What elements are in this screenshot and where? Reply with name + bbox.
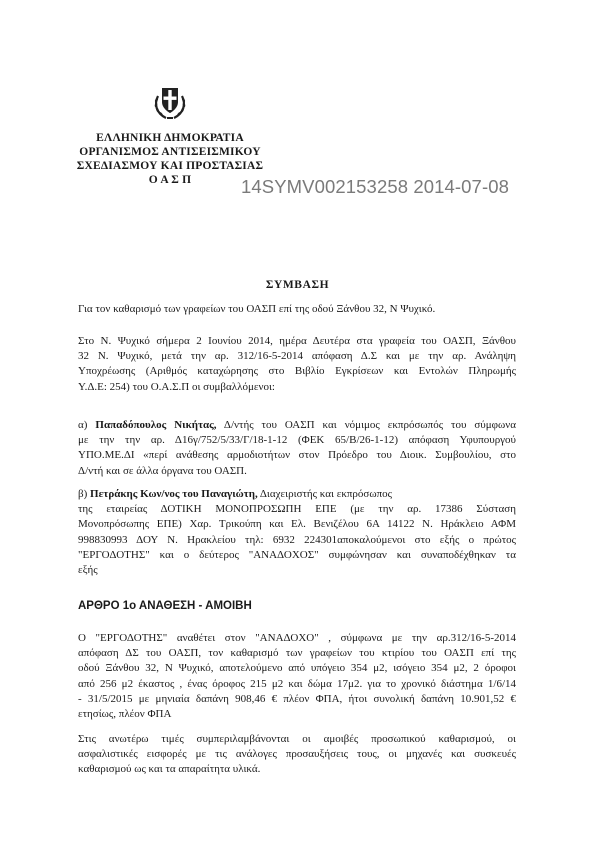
article-1-heading: ΑΡΘΡΟ 1ο ΑΝΑΘΕΣΗ - ΑΜΟΙΒΗ bbox=[78, 600, 252, 612]
party-a-paragraph bbox=[78, 418, 516, 479]
party-b-line: "ΕΡΓΟΔΟΤΗΣ" και ο δεύτερος "ΑΝΑΔΟΧΟΣ" συμφώνησαν και συναποδέχθηκαν τα bbox=[78, 548, 516, 561]
article-1-line: Στις ανωτέρω τιμές συμπεριλαμβάνονται οι αμοιβές προσωπικού καθαρισμού, οι bbox=[78, 733, 516, 745]
party-b-line: εξής bbox=[78, 564, 98, 577]
intro-paragraph: Για τον καθαρισμό των γραφείων του ΟΑΣΠ επί της οδού Ξάνθου 32, Ν Ψυχικό. bbox=[78, 303, 436, 315]
party-a-prefix: α) bbox=[78, 419, 96, 431]
contracting-line: Υ.Δ.Ε: 254) του Ο.Α.Σ.Π οι συμβαλλόμενοι: bbox=[78, 380, 275, 393]
contracting-line: Στο Ν. Ψυχικό σήμερα 2 Ιουνίου 2014, ημέρα Δευτέρα στα γραφεία του ΟΑΣΠ, Ξάνθου bbox=[78, 335, 516, 347]
party-b-line: της εταιρείας ΔΟΤΙΚΗ ΜΟΝΟΠΡΟΣΩΠΗ ΕΠΕ (με την αρ. 17386 Σύσταση bbox=[78, 503, 516, 516]
party-b-name: Πετράκης Κων/νος του Παναγιώτη, bbox=[90, 488, 258, 500]
ada-number: 14SYMV002153258 2014-07-08 bbox=[241, 176, 509, 197]
party-b-paragraph bbox=[78, 487, 516, 578]
party-a-line: με την την αρ. Δ16γ/752/5/33/Γ/18-1-12 (ΦΕΚ 65/Β/26-1-12) απόφαση Υφυπουργού bbox=[78, 434, 516, 447]
greek-state-emblem-icon bbox=[150, 82, 190, 122]
party-a-name: Παπαδόπουλος Νικήτας, bbox=[95, 419, 217, 431]
article-1-line: καθαρισμού ως και τα απαραίτητα υλικά. bbox=[78, 763, 261, 776]
contracting-line: Υποχρέωσης (Αριθμός καταχώρησης στο Βιβλίο Εγκρίσεων και Εντολών Πληρωμής bbox=[78, 365, 516, 378]
article-1-line: απόφαση ΔΣ του ΟΑΣΠ, τον καθαρισμό των γραφείων του κτιρίου του ΟΑΣΠ επί της bbox=[78, 647, 516, 660]
article-1-line: από 256 μ2 έκαστος , ένας όροφος 215 μ2 και δώμα 17μ2. για το χρονικό διάστημα 1/6/14 bbox=[78, 677, 516, 690]
contracting-paragraph bbox=[78, 334, 516, 395]
article-1-line: - 31/5/2015 με μηνιαία δαπάνη 908,46 € πλέον ΦΠΑ, ήτοι συνολική δαπάνη 10.901,52 € bbox=[78, 692, 516, 705]
article-1-line: οδού Ξάνθου 32, Ν Ψυχικό, αποτελούμενο από υπόγειο 354 μ2, ισόγειο 354 μ2, 2 όροφοι bbox=[78, 662, 516, 675]
article-1-line: ετησίως, πλέον ΦΠΑ bbox=[78, 708, 172, 721]
party-a-role: Δ/ντής του ΟΑΣΠ και νόμιμος εκπρόσωπός του σύμφωνα bbox=[216, 419, 516, 431]
header-line-organization-2: ΣΧΕΔΙΑΣΜΟΥ ΚΑΙ ΠΡΟΣΤΑΣΙΑΣ bbox=[76, 160, 264, 172]
header-line-republic: ΕΛΛΗΝΙΚΗ ΔΗΜΟΚΡΑΤΙΑ bbox=[96, 132, 244, 144]
party-a-line: ΥΠΟ.ΜΕ.ΔΙ «περί ανάθεσης αρμοδιοτήτων στον Πρόεδρο του Διοικ. Συμβουλίου, στο bbox=[78, 449, 516, 462]
header-line-organization: ΟΡΓΑΝΙΣΜΟΣ ΑΝΤΙΣΕΙΣΜΙΚΟΥ bbox=[79, 146, 261, 158]
party-b-line: Μονοπρόσωπης ΕΠΕ) Χαρ. Τρικούπη και Ελ. Βενιζέλου 6Α 14122 Ν. Ηράκλειο ΑΦΜ bbox=[78, 518, 516, 531]
article-1-line: Ο "ΕΡΓΟΔΟΤΗΣ" αναθέτει στον "ΑΝΑΔΟΧΟ" , σύμφωνα με την αρ.312/16-5-2014 bbox=[78, 632, 516, 644]
article-1-paragraph-2 bbox=[78, 732, 516, 778]
party-a-line: Δ/ντή και σε άλλα όργανα του ΟΑΣΠ. bbox=[78, 464, 247, 477]
article-1-line: ασφαλιστικές εισφορές με τις ανάλογες προσαυξήσεις τους, οι μηχανές και συσκευές bbox=[78, 748, 516, 761]
contracting-line: 32 Ν. Ψυχικό, μετά την αρ. 312/16-5-2014 απόφαση Δ.Σ και με την αρ. Ανάληψη bbox=[78, 350, 516, 363]
party-a-line bbox=[78, 418, 516, 433]
document-title: ΣΥΜΒΑΣΗ bbox=[265, 279, 330, 291]
party-b-line bbox=[78, 487, 516, 502]
header-line-acronym: Ο Α Σ Π bbox=[148, 174, 192, 186]
party-b-prefix: β) bbox=[78, 488, 91, 500]
party-b-line: 998830993 ΔΟΥ Ν. Ηρακλείου τηλ: 6932 224301αποκαλούμενοι στο εξής ο πρώτος bbox=[78, 533, 516, 546]
party-b-role: Διαχειριστής και εκπρόσωπος bbox=[257, 488, 392, 500]
article-1-paragraph-1 bbox=[78, 631, 516, 722]
